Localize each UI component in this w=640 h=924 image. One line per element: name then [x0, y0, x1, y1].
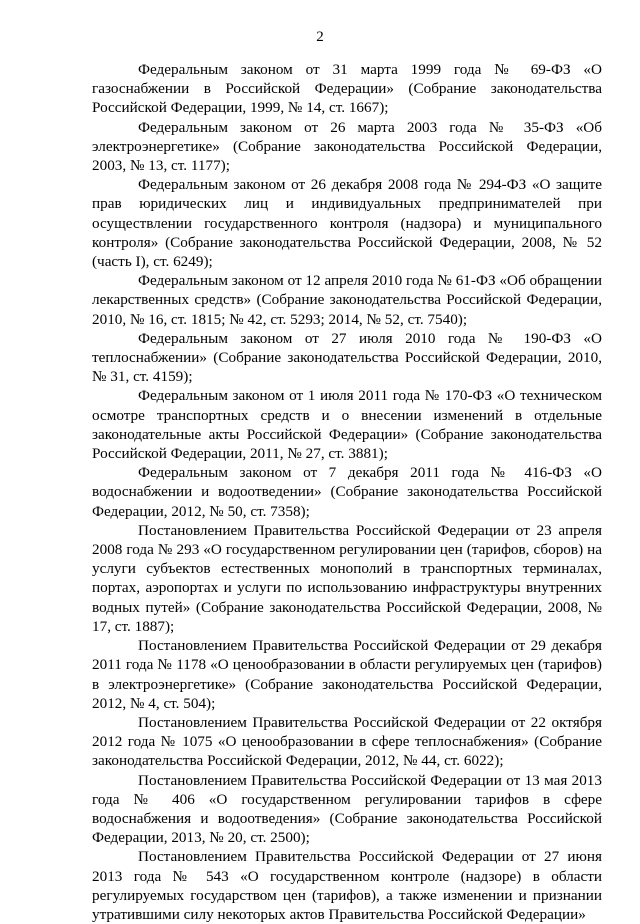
paragraph-resolution-1075: Постановлением Правительства Российской Федерации от 22 октября 2012 года № 1075 «О ценообразовании в сфере теплоснабжения» (Собрание законодательства Российской Федерации, 2012, № 44, ст. 6022);	[92, 713, 602, 770]
paragraph-resolution-543: Постановлением Правительства Российской Федерации от 27 июня 2013 года № 543 «О государственном контроле (надзоре) в области регулируемых государством цен (тарифов), а также изменении и признании утратившими силу некоторых актов Правительства Российской Федерации»	[92, 848, 602, 923]
paragraph-law-35fz: Федеральным законом от 26 марта 2003 года № 35-ФЗ «Об электроэнергетике» (Собрание законодательства Российской Федерации, 2003, № 13, ст. 1177);	[92, 118, 602, 175]
paragraph-law-294fz: Федеральным законом от 26 декабря 2008 года № 294-ФЗ «О защите прав юридических лиц и индивидуальных предпринимателей при осуществлении государственного контроля (надзора) и муниципального контроля» (Собрание законодательства Российской Федерации, 2008, № 52 (часть I), ст. 6249);	[92, 176, 602, 271]
paragraph-law-61fz: Федеральным законом от 12 апреля 2010 года № 61-ФЗ «Об обращении лекарственных средств» (Собрание законодательства Российской Федерации, 2010, № 16, ст. 1815; № 42, ст. 5293; 2014, № 52, ст. 7540);	[92, 272, 602, 328]
paragraph-law-416fz: Федеральным законом от 7 декабря 2011 года № 416-ФЗ «О водоснабжении и водоотведении» (Собрание законодательства Российской Федерации, 2012, № 50, ст. 7358);	[92, 464, 602, 520]
paragraph-resolution-1178: Постановлением Правительства Российской Федерации от 29 декабря 2011 года № 1178 «О ценообразовании в области регулируемых цен (тарифов) в электроэнергетике» (Собрание законодательства Российской Федерации, 2012, № 4, ст. 504);	[92, 637, 602, 712]
page-number: 2	[316, 29, 324, 45]
paragraph-law-170fz: Федеральным законом от 1 июля 2011 года № 170-ФЗ «О техническом осмотре транспортных средств и о внесении изменений в отдельные законодательные акты Российской Федерации» (Собрание законодательства Российской Федерации, 2011, № 27, ст. 3881);	[92, 387, 602, 463]
paragraph-law-190fz: Федеральным законом от 27 июля 2010 года № 190-ФЗ «О теплоснабжении» (Собрание законодательства Российской Федерации, 2010, № 31, ст. 4159);	[92, 329, 602, 386]
document-body	[92, 60, 602, 924]
paragraph-resolution-293: Постановлением Правительства Российской Федерации от 23 апреля 2008 года № 293 «О государственном регулировании цен (тарифов, сборов) на услуги субъектов естественных монополий в транспортных терминалах, портах, аэропортах и услуги по использованию инфраструктуры внутренних водных путей» (Собрание законодательства Российской Федерации, 2008, № 17, ст. 1887);	[92, 521, 602, 635]
paragraph-resolution-406: Постановлением Правительства Российской Федерации от 13 мая 2013 года № 406 «О государственном регулировании тарифов в сфере водоснабжения и водоотведения» (Собрание законодательства Российской Федерации, 2013, № 20, ст. 2500);	[92, 771, 602, 847]
paragraph-law-69fz: Федеральным законом от 31 марта 1999 года № 69-ФЗ «О газоснабжении в Российской Федерации» (Собрание законодательства Российской Федерации, 1999, № 14, ст. 1667);	[92, 61, 602, 117]
